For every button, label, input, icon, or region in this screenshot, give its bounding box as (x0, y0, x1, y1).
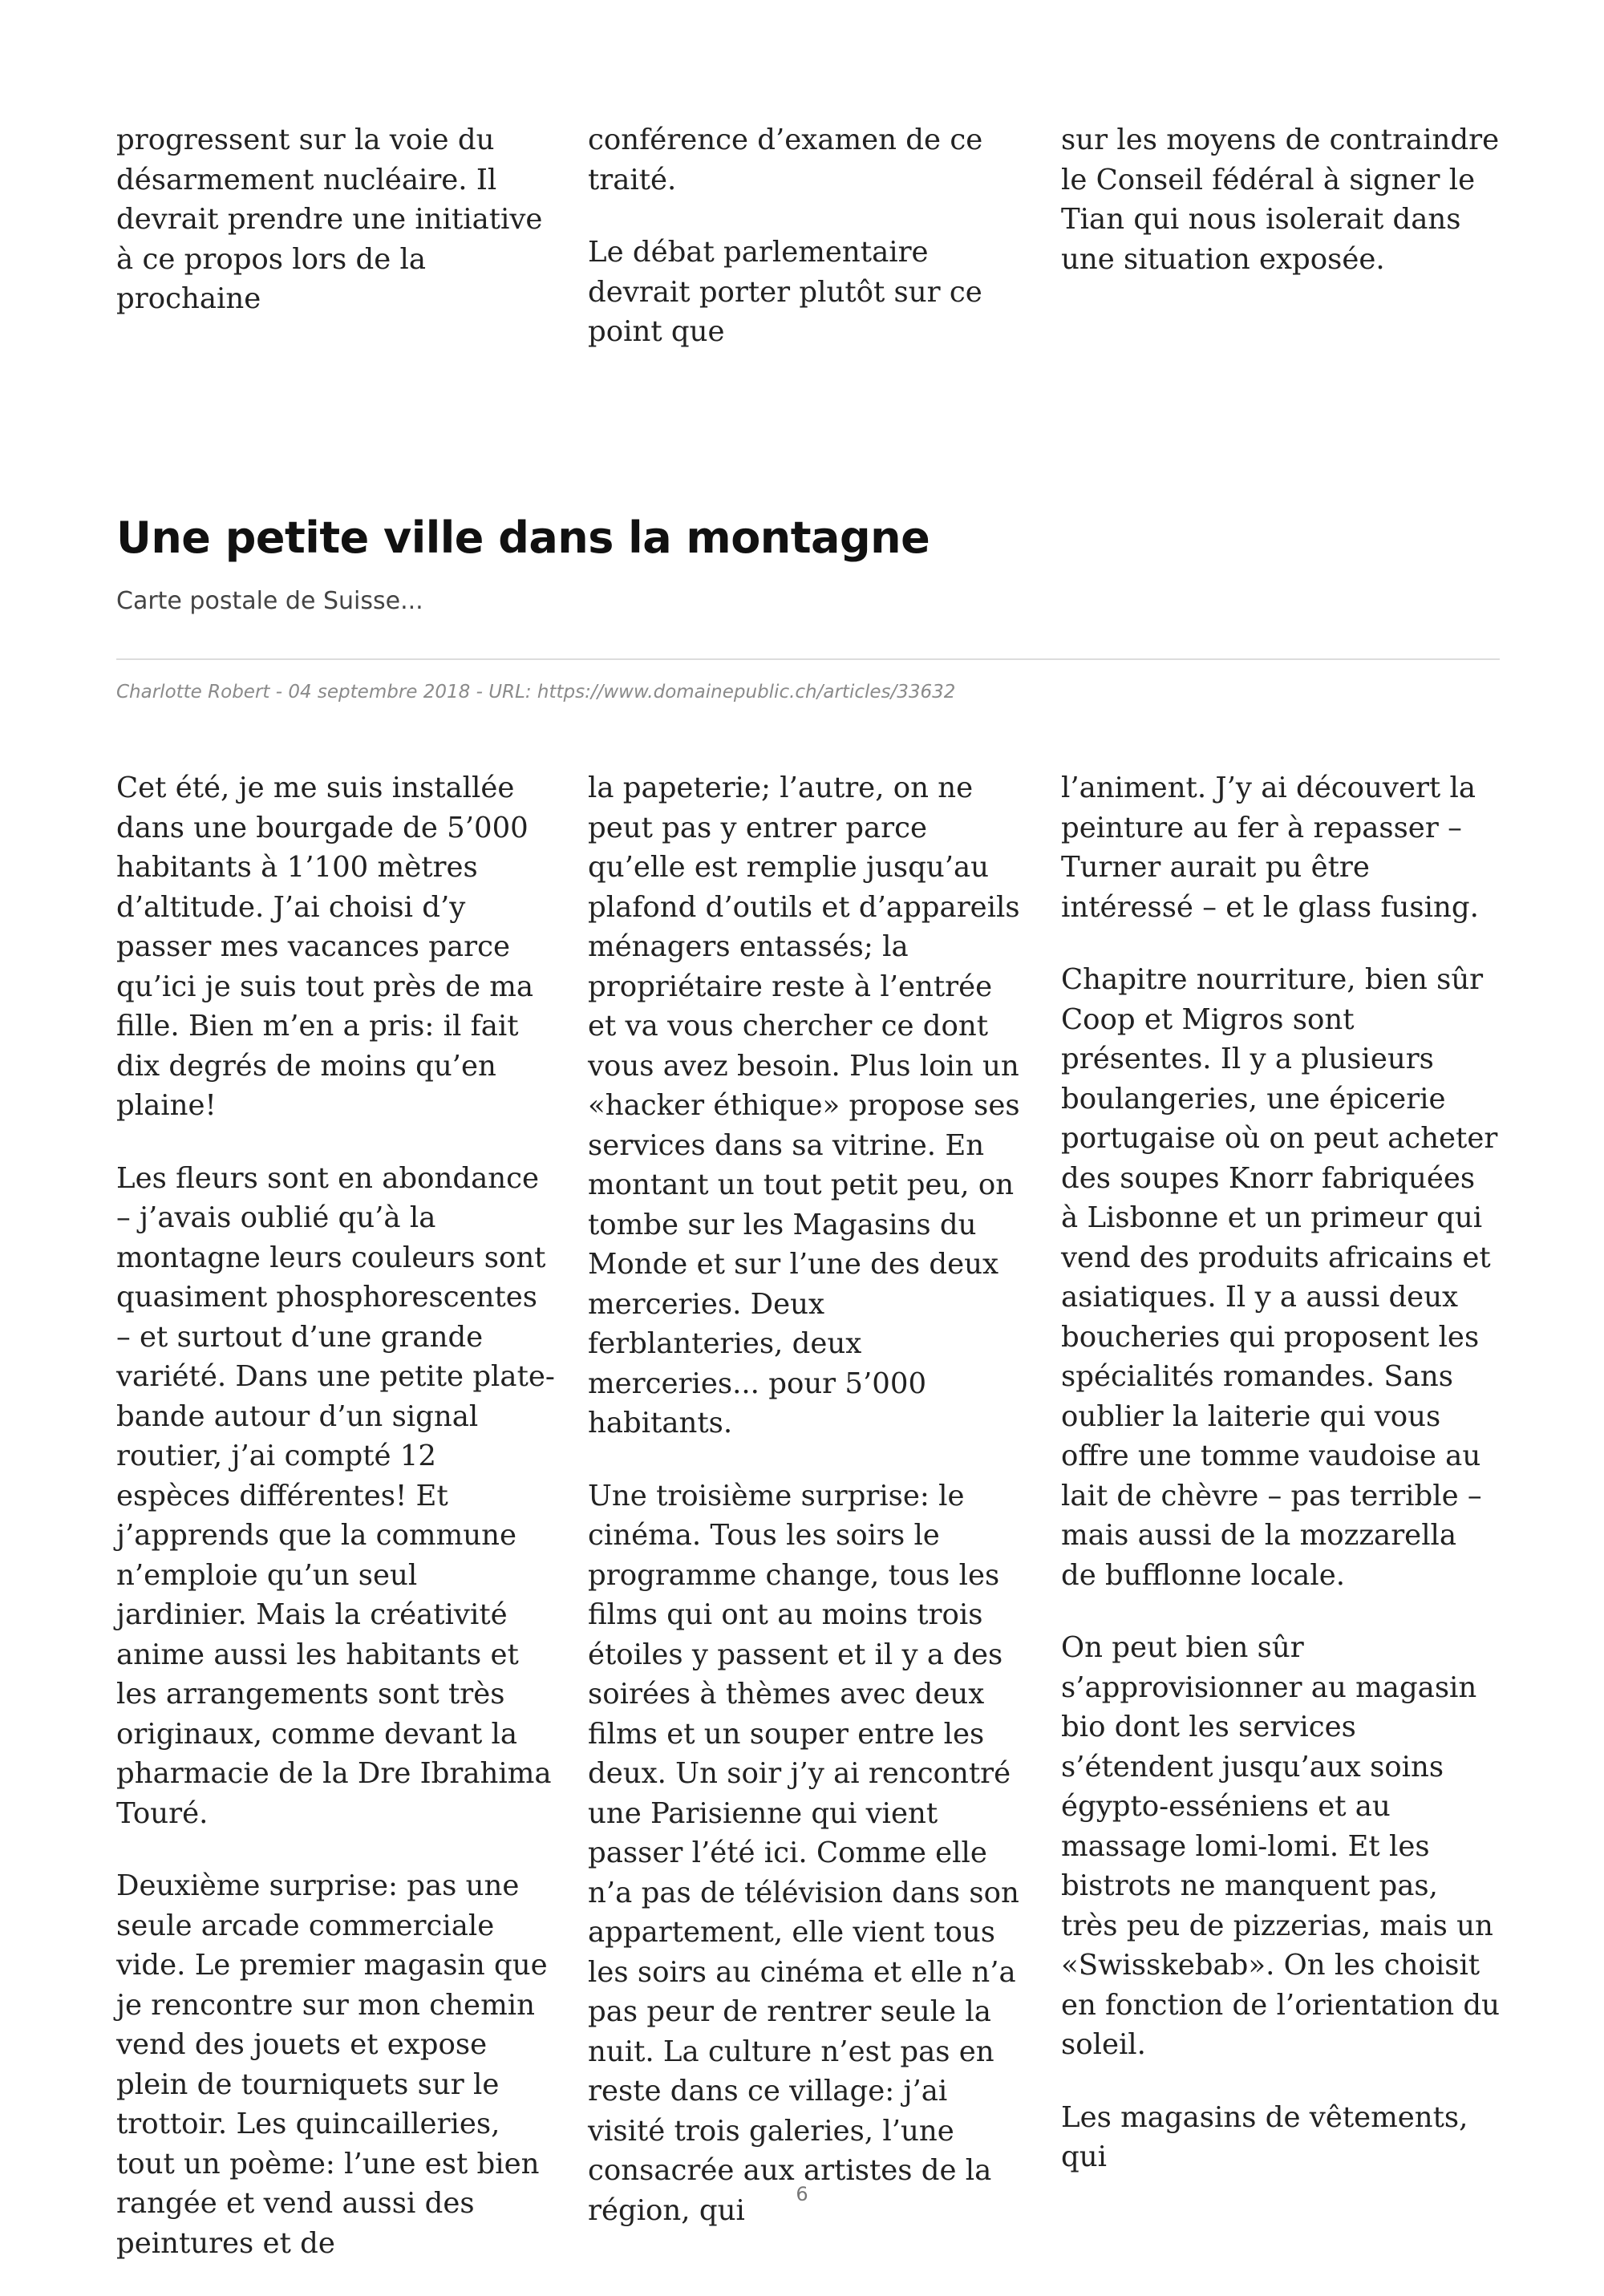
article-column-3 (1061, 768, 1501, 2210)
top-column-2 (588, 120, 1027, 385)
paragraph: Deuxième surprise: pas une seule arcade commerciale vide. Le premier magasin que je rencontre sur mon chemin vend des jouets et expose plein de tourniquets sur le trottoir. Les quincailleries, tout un poème: l’une est bien rangée et vend aussi des peintures et de (116, 1869, 548, 2260)
paragraph: On peut bien sûr s’approvisionner au magasin bio dont les services s’étendent jusqu’aux soins égypto-esséniens et au massage lomi-lomi. Et les bistrots ne manquent pas, très peu de pizzerias, mais un «Swisskebab». On les choisit en fonction de l’orientation du soleil. (1061, 1631, 1500, 2061)
paragraph: Les fleurs sont en abondance – j’avais oublié qu’à la montagne leurs couleurs sont quasiment phosphorescentes – et surtout d’une grande variété. Dans une petite plate-bande autour d’un signal routier, j’ai compté 12 espèces différentes! Et j’apprends que la commune n’emploie qu’un seul jardinier. Mais la créativité anime aussi les habitants et les arrangements sont très originaux, comme devant la pharmacie de la Dre Ibrahima Touré. (116, 1161, 555, 1830)
paragraph: Une troisième surprise: le cinéma. Tous les soirs le programme change, tous les films qui ont au moins trois étoiles y passent et il y a des soirées à thèmes avec deux films et un souper entre les deux. Un soir j’y ai rencontré une Parisienne qui vient passer l’été ici. Comme elle n’a pas de télévision dans son appartement, elle vient tous les soirs au cinéma et elle n’a pas peur de rentrer seule la nuit. La culture n’est pas en reste dans ce village: j’ai visité trois galeries, l’une consacrée aux artistes de la région, qui (588, 1479, 1019, 2227)
article-subtitle: Carte postale de Suisse... (116, 587, 423, 615)
header-divider (116, 658, 1500, 660)
paragraph: progressent sur la voie du désarmement nucléaire. Il devrait prendre une initiative à ce propos lors de la prochaine (116, 124, 543, 315)
paragraph: conférence d’examen de ce traité. (588, 124, 983, 196)
page-number: 6 (796, 2183, 808, 2205)
paragraph: Les magasins de vêtements, qui (1061, 2100, 1468, 2173)
paragraph: sur les moyens de contraindre le Conseil fédéral à signer le Tian qui nous isolerait dans une situation exposée. (1061, 124, 1500, 276)
paragraph: la papeterie; l’autre, on ne peut pas y entrer parce qu’elle est remplie jusqu’au plafond d’outils et d’appareils ménagers entassés; la propriétaire reste à l’entrée et va vous chercher ce dont vous avez besoin. Plus loin un «hacker éthique» propose ses services dans sa vitrine. En montant un tout petit peu, on tombe sur les Magasins du Monde et sur l’une des deux merceries. Deux ferblanteries, deux merceries... pour 5’000 habitants. (588, 771, 1020, 1440)
article-column-2 (588, 768, 1027, 2263)
paragraph: l’animent. J’y ai découvert la peinture au fer à repasser – Turner aurait pu être intéressé – et le glass fusing. (1061, 771, 1479, 924)
top-column-3 (1061, 120, 1501, 312)
top-column-1 (116, 120, 556, 352)
article-meta: Charlotte Robert - 04 septembre 2018 - URL: https://www.domainepublic.ch/articles/33632 (116, 682, 956, 703)
article-title: Une petite ville dans la montagne (116, 512, 930, 563)
paragraph: Chapitre nourriture, bien sûr Coop et Migros sont présentes. Il y a plusieurs boulangeries, une épicerie portugaise où on peut acheter des soupes Knorr fabriquées à Lisbonne et un primeur qui vend des produits africains et asiatiques. Il y a aussi deux boucheries qui proposent les spécialités romandes. Sans oublier la laiterie qui vous offre une tomme vaudoise au lait de chèvre – pas terrible – mais aussi de la mozzarella de bufflonne locale. (1061, 963, 1498, 1592)
article-column-1 (116, 768, 556, 2296)
paragraph: Cet été, je me suis installée dans une bourgade de 5’000 habitants à 1’100 mètres d’altitude. J’ai choisi d’y passer mes vacances parce qu’ici je suis tout près de ma fille. Bien m’en a pris: il fait dix degrés de moins qu’en plaine! (116, 771, 534, 1122)
paragraph: Le débat parlementaire devrait porter plutôt sur ce point que (588, 236, 982, 348)
